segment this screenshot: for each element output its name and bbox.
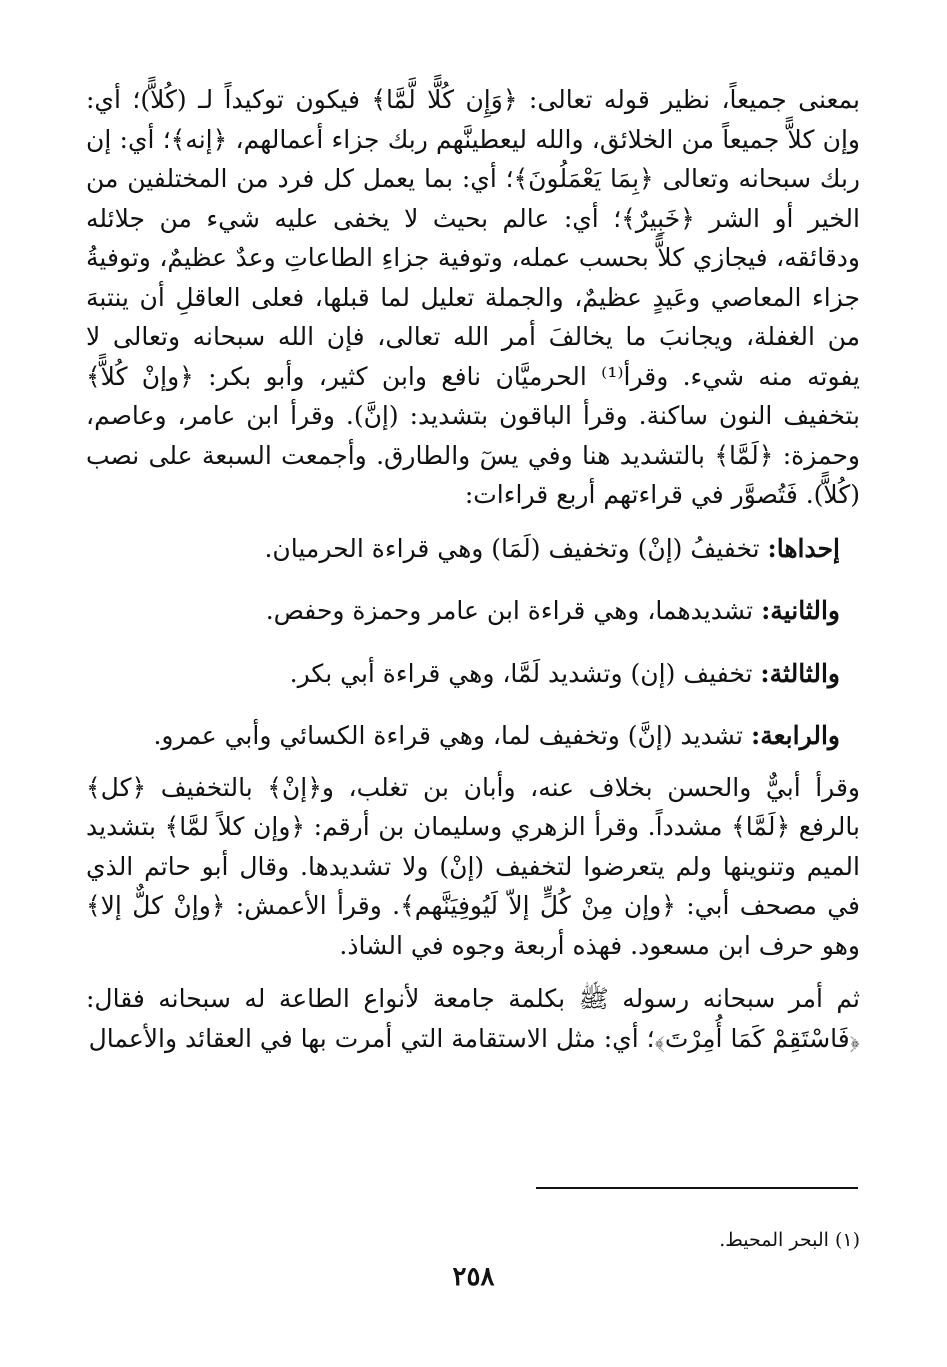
paragraph-3: ثم أمر سبحانه رسوله ﷺ بكلمة جامعة لأنواع الطاعة له سبحانه فقال: ﴿فَاسْتَقِمْ كَمَا أُمِرْتَ﴾؛ أي: مثل الاستقامة التي أمرت بها في العقائد والأعمال [86, 984, 860, 1053]
paragraph-1: بمعنى جميعاً، نظير قوله تعالى: ﴿وَإِن كُلًّا لَّمَّا﴾ فيكون توكيداً لـ (كُلاًّ)؛ أي: وإن كلاًّ جميعاً من الخلائق، والله ليعطينَّهم ربك جزاء أعمالهم، ﴿إنه﴾؛ أي: إن ربك سبحانه وتعالى ﴿بِمَا يَعْمَلُونَ﴾؛ أي: بما يعمل كل فرد من المختلفين من الخير أو الشر ﴿خَبِيرٌ﴾؛ أي: عالم بحيث لا يخفى عليه شيء من جلائله ودقائقه، فيجازي كلاًّ بحسب عمله، وتوفية جزاءِ الطاعاتِ وعدٌ عظيمٌ، وتوفيةُ جزاء المعاصي وعَيدٍ عظيمٌ، والجملة تعليل لما قبلها، فعلى العاقلِ أن ينتبهَ من الغفلة، ويجانبَ ما يخالفَ أمر الله تعالى، فإن الله سبحانه وتعالى لا يفوته منه شيء. وقرأ⁽¹⁾ الحرميَّان نافع وابن كثير، وأبو بكر: ﴿وإنْ كُلاًّ﴾ بتخفيف النون ساكنة. وقرأ الباقون بتشديد: (إنَّ). وقرأ ابن عامر، وعاصم، وحمزة: ﴿لَمَّا﴾ بالتشديد هنا وفي يسٓ والطارق. وأجمعت السبعة على نصب (كُلاًّ). فَتُصوَّر في قراءتهم أربع قراءات: [86, 85, 860, 509]
readings-list [86, 529, 860, 756]
reading-2-label: والثانية: [761, 596, 840, 625]
reading-4-text: تشديد (إنَّ) وتخفيف لما، وهي قراءة الكسائي وأبي عمرو. [153, 721, 751, 750]
reading-3 [86, 654, 840, 694]
footnote: (١) البحر المحيط. [719, 1229, 860, 1251]
reading-2 [86, 591, 840, 631]
page-number: ٢٥٨ [452, 1262, 495, 1292]
reading-2-text: تشديدهما، وهي قراءة ابن عامر وحمزة وحفص. [265, 596, 762, 625]
paragraph-2: وقرأ أبيٌّ والحسن بخلاف عنه، وأبان بن تغلب، و﴿إنْ﴾ بالتخفيف ﴿كل﴾ بالرفع ﴿لَمَّا﴾ مشدداً. وقرأ الزهري وسليمان بن أرقم: ﴿وإن كلاً لمَّا﴾ بتشديد الميم وتنوينها ولم يتعرضوا لتخفيف (إنْ) ولا تشديدها. وقال أبو حاتم الذي في مصحف أبي: ﴿وإن مِنْ كُلٍّ إلاّ لَيُوفِيَنَّهم﴾. وقرأ الأعمش: ﴿وإنْ كلٌّ إلا﴾ وهو حرف ابن مسعود. فهذه أربعة وجوه في الشاذ. [86, 772, 860, 960]
reading-4-label: والرابعة: [750, 721, 840, 750]
reading-1-text: تخفيفُ (إنْ) وتخفيف (لَمَا) وهي قراءة الحرميان. [264, 533, 768, 563]
reading-3-label: والثالثة: [760, 658, 840, 688]
reading-3-text: تخفيف (إن) وتشديد لَمَّا، وهي قراءة أبي بكر. [289, 658, 761, 688]
footnote-divider [536, 1187, 858, 1189]
reading-1 [86, 529, 840, 569]
reading-1-label: إحداها: [767, 533, 840, 563]
reading-4 [86, 716, 840, 756]
main-text [86, 80, 860, 1058]
